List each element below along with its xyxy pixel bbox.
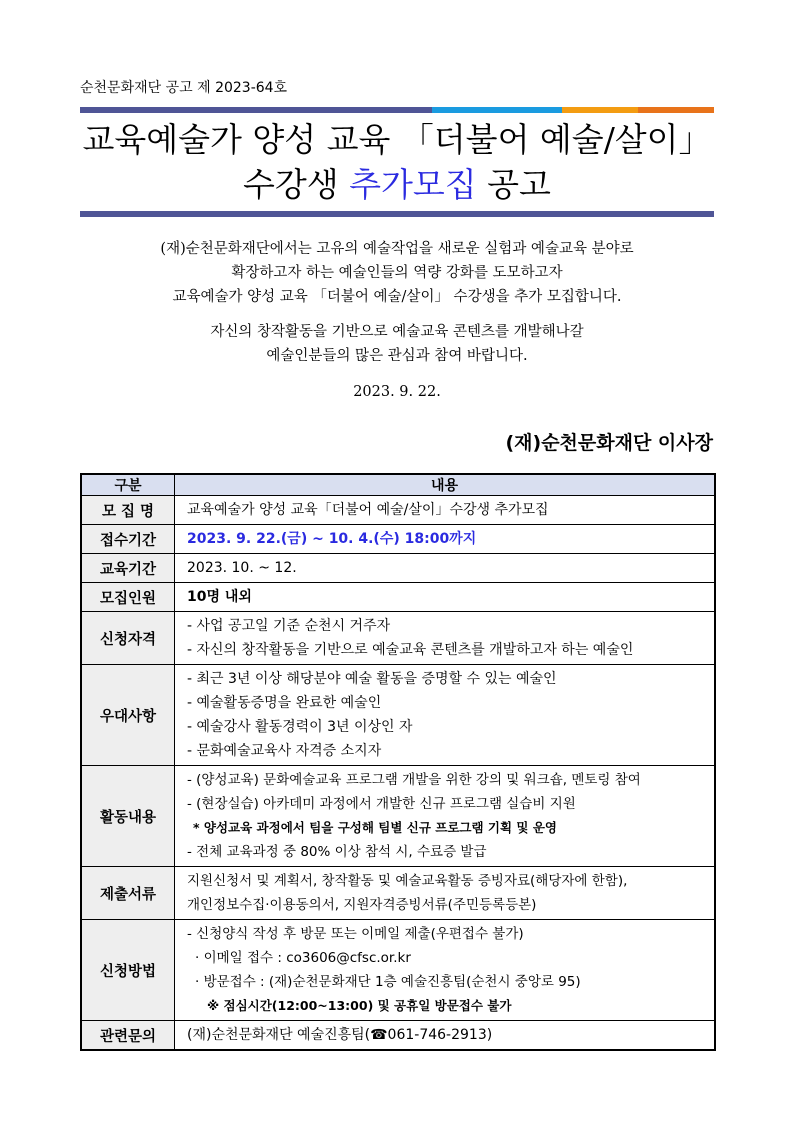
table-row [81, 665, 715, 766]
preference-line: - 예술활동증명을 완료한 예술인 [187, 695, 382, 711]
row-label-recruit-count: 모집인원 [81, 583, 175, 612]
activities-line: - (양성교육) 문화예술교육 프로그램 개발을 위한 강의 및 워크숍, 멘토링 참여 [187, 772, 641, 788]
documents-line: 개인정보수집·이용동의서, 지원자격증빙서류(주민등록등본) [187, 897, 537, 913]
intro-line: 자신의 창작활동을 기반으로 예술교육 콘텐츠를 개발해나갈 [210, 324, 584, 340]
application-period-value: 2023. 9. 22.(금) ~ 10. 4.(수) 18:00까지 [175, 525, 716, 554]
table-row [81, 583, 715, 612]
row-label-preference: 우대사항 [81, 665, 175, 766]
table-row [81, 496, 715, 525]
activities-line: - 전체 교육과정 중 80% 이상 참석 시, 수료증 발급 [187, 844, 487, 860]
header-bar-segment-navy [80, 107, 432, 113]
notice-date: 2023. 9. 22. [353, 384, 441, 400]
title-divider-bar [80, 211, 714, 217]
table-row [81, 867, 715, 920]
header-bar-segment-orange [562, 107, 638, 113]
inquiry-value: (재)순천문화재단 예술진흥팀(☎061-746-2913) [175, 1021, 716, 1051]
table-row [81, 920, 715, 1021]
activities-value [175, 766, 716, 867]
row-label-inquiry: 관련문의 [81, 1021, 175, 1051]
documents-value [175, 867, 716, 920]
intro-paragraph-1 [80, 237, 714, 309]
title-suffix: 공고 [476, 165, 551, 204]
page-title-line1: 교육예술가 양성 교육 「더불어 예술/살이」 [82, 120, 712, 159]
activities-line: - (현장실습) 아카데미 과정에서 개발한 신규 프로그램 실습비 지원 [187, 796, 576, 812]
row-label-eligibility: 신청자격 [81, 612, 175, 665]
header-bar-segment-blue [432, 107, 562, 113]
table-row [81, 1021, 715, 1051]
recruit-count-value: 10명 내외 [175, 583, 716, 612]
preference-value [175, 665, 716, 766]
row-label-application-method: 신청방법 [81, 920, 175, 1021]
preference-line: - 예술강사 활동경력이 3년 이상인 자 [187, 719, 413, 735]
eligibility-line: - 사업 공고일 기준 순천시 거주자 [187, 618, 391, 634]
intro-paragraph-2 [80, 320, 714, 368]
preference-line: - 최근 3년 이상 해당분야 예술 활동을 증명할 수 있는 예술인 [187, 671, 557, 687]
documents-line: 지원신청서 및 계획서, 창작활동 및 예술교육활동 증빙자료(해당자에 한함), [187, 873, 628, 889]
table-row [81, 766, 715, 867]
application-method-value [175, 920, 716, 1021]
table-row [81, 612, 715, 665]
intro-line: 예술인분들의 많은 관심과 참여 바랍니다. [266, 348, 528, 364]
row-label-recruit-name: 모 집 명 [81, 496, 175, 525]
row-label-education-period: 교육기간 [81, 554, 175, 583]
header-color-bar [80, 107, 714, 113]
row-label-application-period: 접수기간 [81, 525, 175, 554]
intro-line: 교육예술가 양성 교육 「더불어 예술/살이」 수강생을 추가 모집합니다. [172, 289, 622, 305]
recruit-name-value: 교육예술가 양성 교육「더불어 예술/살이」수강생 추가모집 [175, 496, 716, 525]
table-row [81, 525, 715, 554]
eligibility-line: - 자신의 창작활동을 기반으로 예술교육 콘텐츠를 개발하고자 하는 예술인 [187, 642, 634, 658]
activities-note: * 양성교육 과정에서 팀을 구성해 팀별 신규 프로그램 기획 및 운영 [193, 820, 558, 835]
education-period-value: 2023. 10. ~ 12. [175, 554, 716, 583]
issuer-signature: (재)순천문화재단 이사장 [505, 432, 713, 454]
intro-line: (재)순천문화재단에서는 고유의 예술작업을 새로운 실험과 예술교육 분야로 [160, 241, 634, 257]
method-visit-line: · 방문접수 : (재)순천문화재단 1층 예술진흥팀(순천시 중앙로 95) [195, 974, 581, 990]
method-line: - 신청양식 작성 후 방문 또는 이메일 제출(우편접수 불가) [187, 926, 524, 942]
row-label-activities: 활동내용 [81, 766, 175, 867]
eligibility-value [175, 612, 716, 665]
table-header-row [81, 474, 715, 496]
method-note: ※ 점심시간(12:00~13:00) 및 공휴일 방문접수 불가 [207, 998, 512, 1013]
page-title-line2 [80, 165, 714, 205]
preference-line: - 문화예술교육사 자격증 소지자 [187, 743, 382, 759]
row-label-documents: 제출서류 [81, 867, 175, 920]
title-prefix: 수강생 [243, 165, 350, 204]
table-row [81, 554, 715, 583]
title-accent: 추가모집 [349, 165, 477, 204]
header-content: 내용 [175, 474, 716, 496]
intro-line: 확장하고자 하는 예술인들의 역량 강화를 도모하고자 [231, 265, 563, 281]
header-category: 구분 [81, 474, 175, 496]
notice-number: 순천문화재단 공고 제 2023-64호 [80, 80, 288, 96]
method-email-line: · 이메일 접수 : co3606@cfsc.or.kr [195, 950, 411, 966]
header-bar-segment-dark-orange [638, 107, 714, 113]
recruitment-info-table [80, 473, 716, 1051]
